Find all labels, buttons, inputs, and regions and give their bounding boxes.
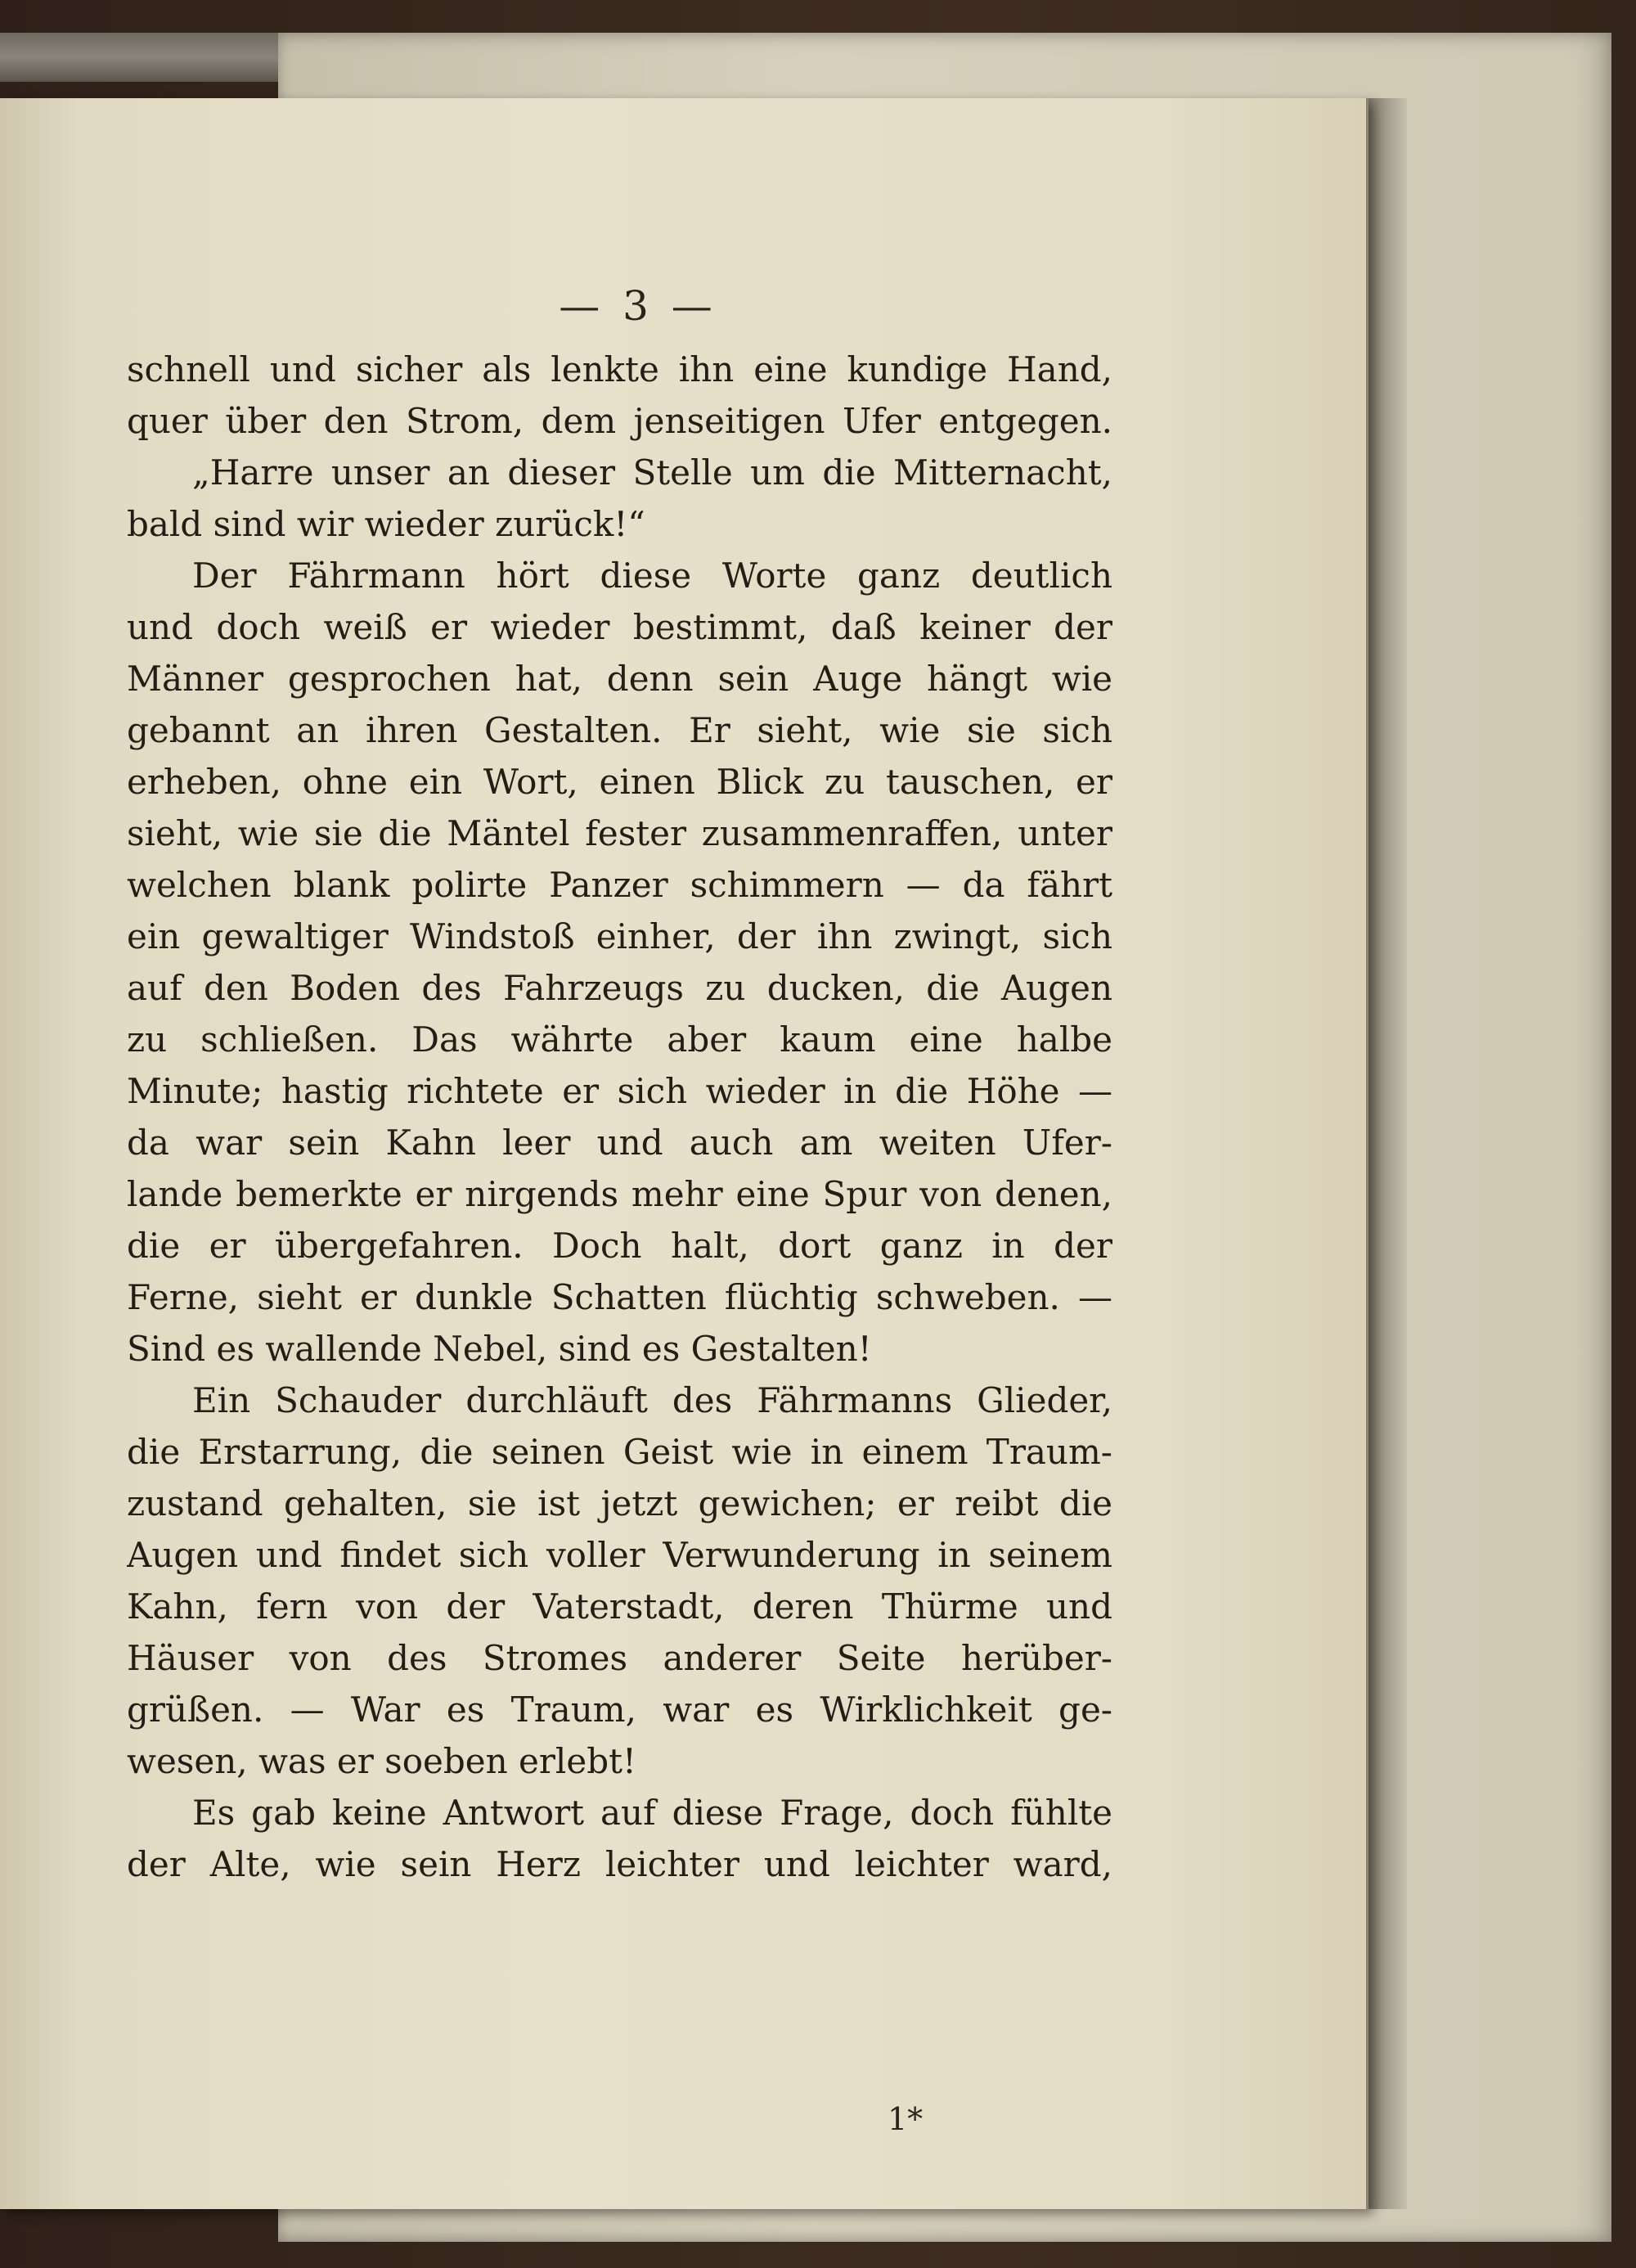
text-line: Häuser von des Stromes anderer Seite herüber- [127,1638,1112,1678]
signature-mark: 1* [888,2101,924,2137]
text-line: sieht, wie sie die Mäntel fester zusammenraffen, unter [127,813,1112,853]
text-line: erheben, ohne ein Wort, einen Blick zu tauschen, er [127,762,1112,802]
page-number: — 3 — [559,282,717,330]
text-line: quer über den Strom, dem jenseitigen Ufer entgegen. [127,401,1112,441]
text-line: und doch weiß er wieder bestimmt, daß keiner der [127,607,1112,647]
text-line: die er übergefahren. Doch halt, dort ganz in der [127,1226,1112,1266]
text-line: bald sind wir wieder zurück!“ [127,504,645,544]
text-line: Männer gesprochen hat, denn sein Auge hängt wie [127,659,1112,699]
text-line: wesen, was er soeben erlebt! [127,1741,636,1781]
text-line: zu schließen. Das währte aber kaum eine halbe [127,1019,1112,1060]
text-line: Ferne, sieht er dunkle Schatten flüchtig schweben. — [127,1277,1112,1317]
text-line: auf den Boden des Fahrzeugs zu ducken, die Augen [127,968,1112,1008]
text-line: ein gewaltiger Windstoß einher, der ihn zwingt, sich [127,916,1112,956]
text-line: lande bemerkte er nirgends mehr eine Spur von denen, [127,1174,1112,1214]
text-line: da war sein Kahn leer und auch am weiten Ufer- [127,1123,1112,1163]
text-line: „Harre unser an dieser Stelle um die Mitternacht, [192,452,1112,493]
book-page [0,98,1369,2209]
text-line: Minute; hastig richtete er sich wieder in die Höhe — [127,1071,1112,1111]
text-line: Augen und findet sich voller Verwunderung in seinem [127,1535,1112,1575]
text-line: schnell und sicher als lenkte ihn eine kundige Hand, [127,349,1112,389]
text-line: grüßen. — War es Traum, war es Wirklichkeit ge- [127,1690,1112,1730]
text-line: Kahn, fern von der Vaterstadt, deren Thürme und [127,1586,1112,1627]
text-line: welchen blank polirte Panzer schimmern — da fährt [127,865,1112,905]
text-line: Sind es wallende Nebel, sind es Gestalten! [127,1329,872,1369]
text-line: zustand gehalten, sie ist jetzt gewichen; er reibt die [127,1483,1112,1523]
text-line: die Erstarrung, die seinen Geist wie in einem Traum- [127,1432,1112,1472]
text-line: Der Fährmann hört diese Worte ganz deutlich [192,556,1112,596]
text-line: Ein Schauder durchläuft des Fährmanns Glieder, [192,1380,1112,1420]
text-line: der Alte, wie sein Herz leichter und leichter ward, [127,1844,1112,1884]
text-line: gebannt an ihren Gestalten. Er sieht, wie sie sich [127,710,1112,750]
body-text [127,344,1112,1890]
text-line: Es gab keine Antwort auf diese Frage, doch fühlte [192,1793,1112,1833]
